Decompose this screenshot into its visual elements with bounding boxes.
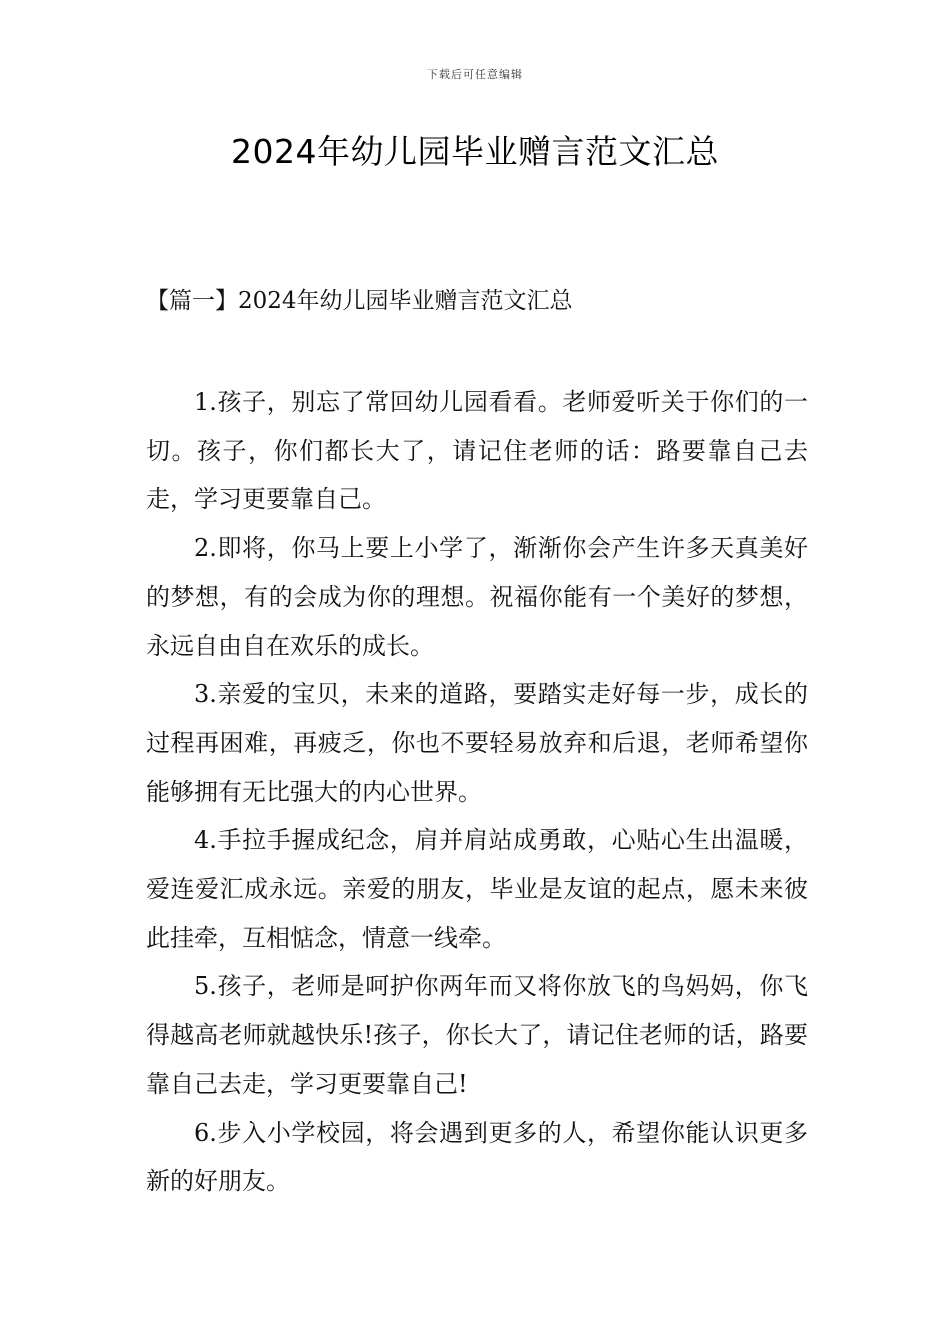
- document-title: 2024年幼儿园毕业赠言范文汇总: [231, 132, 719, 171]
- document-body: [146, 378, 808, 1206]
- section-heading: 【篇一】2024年幼儿园毕业赠言范文汇总: [146, 288, 573, 314]
- paragraph-6: 6.步入小学校园，将会遇到更多的人，希望你能认识更多新的好朋友。: [146, 1118, 808, 1196]
- paragraph-1: 1.孩子，别忘了常回幼儿园看看。老师爱听关于你们的一切。孩子，你们都长大了，请记住老师的话：路要靠自己去走，学习更要靠自己。: [146, 388, 808, 514]
- header-note: 下载后可任意编辑: [427, 68, 523, 81]
- paragraph-3: 3.亲爱的宝贝，未来的道路，要踏实走好每一步，成长的过程再困难，再疲乏，你也不要轻易放弃和后退，老师希望你能够拥有无比强大的内心世界。: [146, 680, 808, 806]
- paragraph-4: 4.手拉手握成纪念，肩并肩站成勇敢，心贴心生出温暖，爱连爱汇成永远。亲爱的朋友，毕业是友谊的起点，愿未来彼此挂牵，互相惦念，情意一线牵。: [146, 826, 808, 952]
- paragraph-5: 5.孩子，老师是呵护你两年而又将你放飞的鸟妈妈，你飞得越高老师就越快乐!孩子，你长大了，请记住老师的话，路要靠自己去走，学习更要靠自己!: [146, 972, 808, 1098]
- paragraph-2: 2.即将，你马上要上小学了，渐渐你会产生许多天真美好的梦想，有的会成为你的理想。祝福你能有一个美好的梦想，永远自由自在欢乐的成长。: [146, 534, 808, 660]
